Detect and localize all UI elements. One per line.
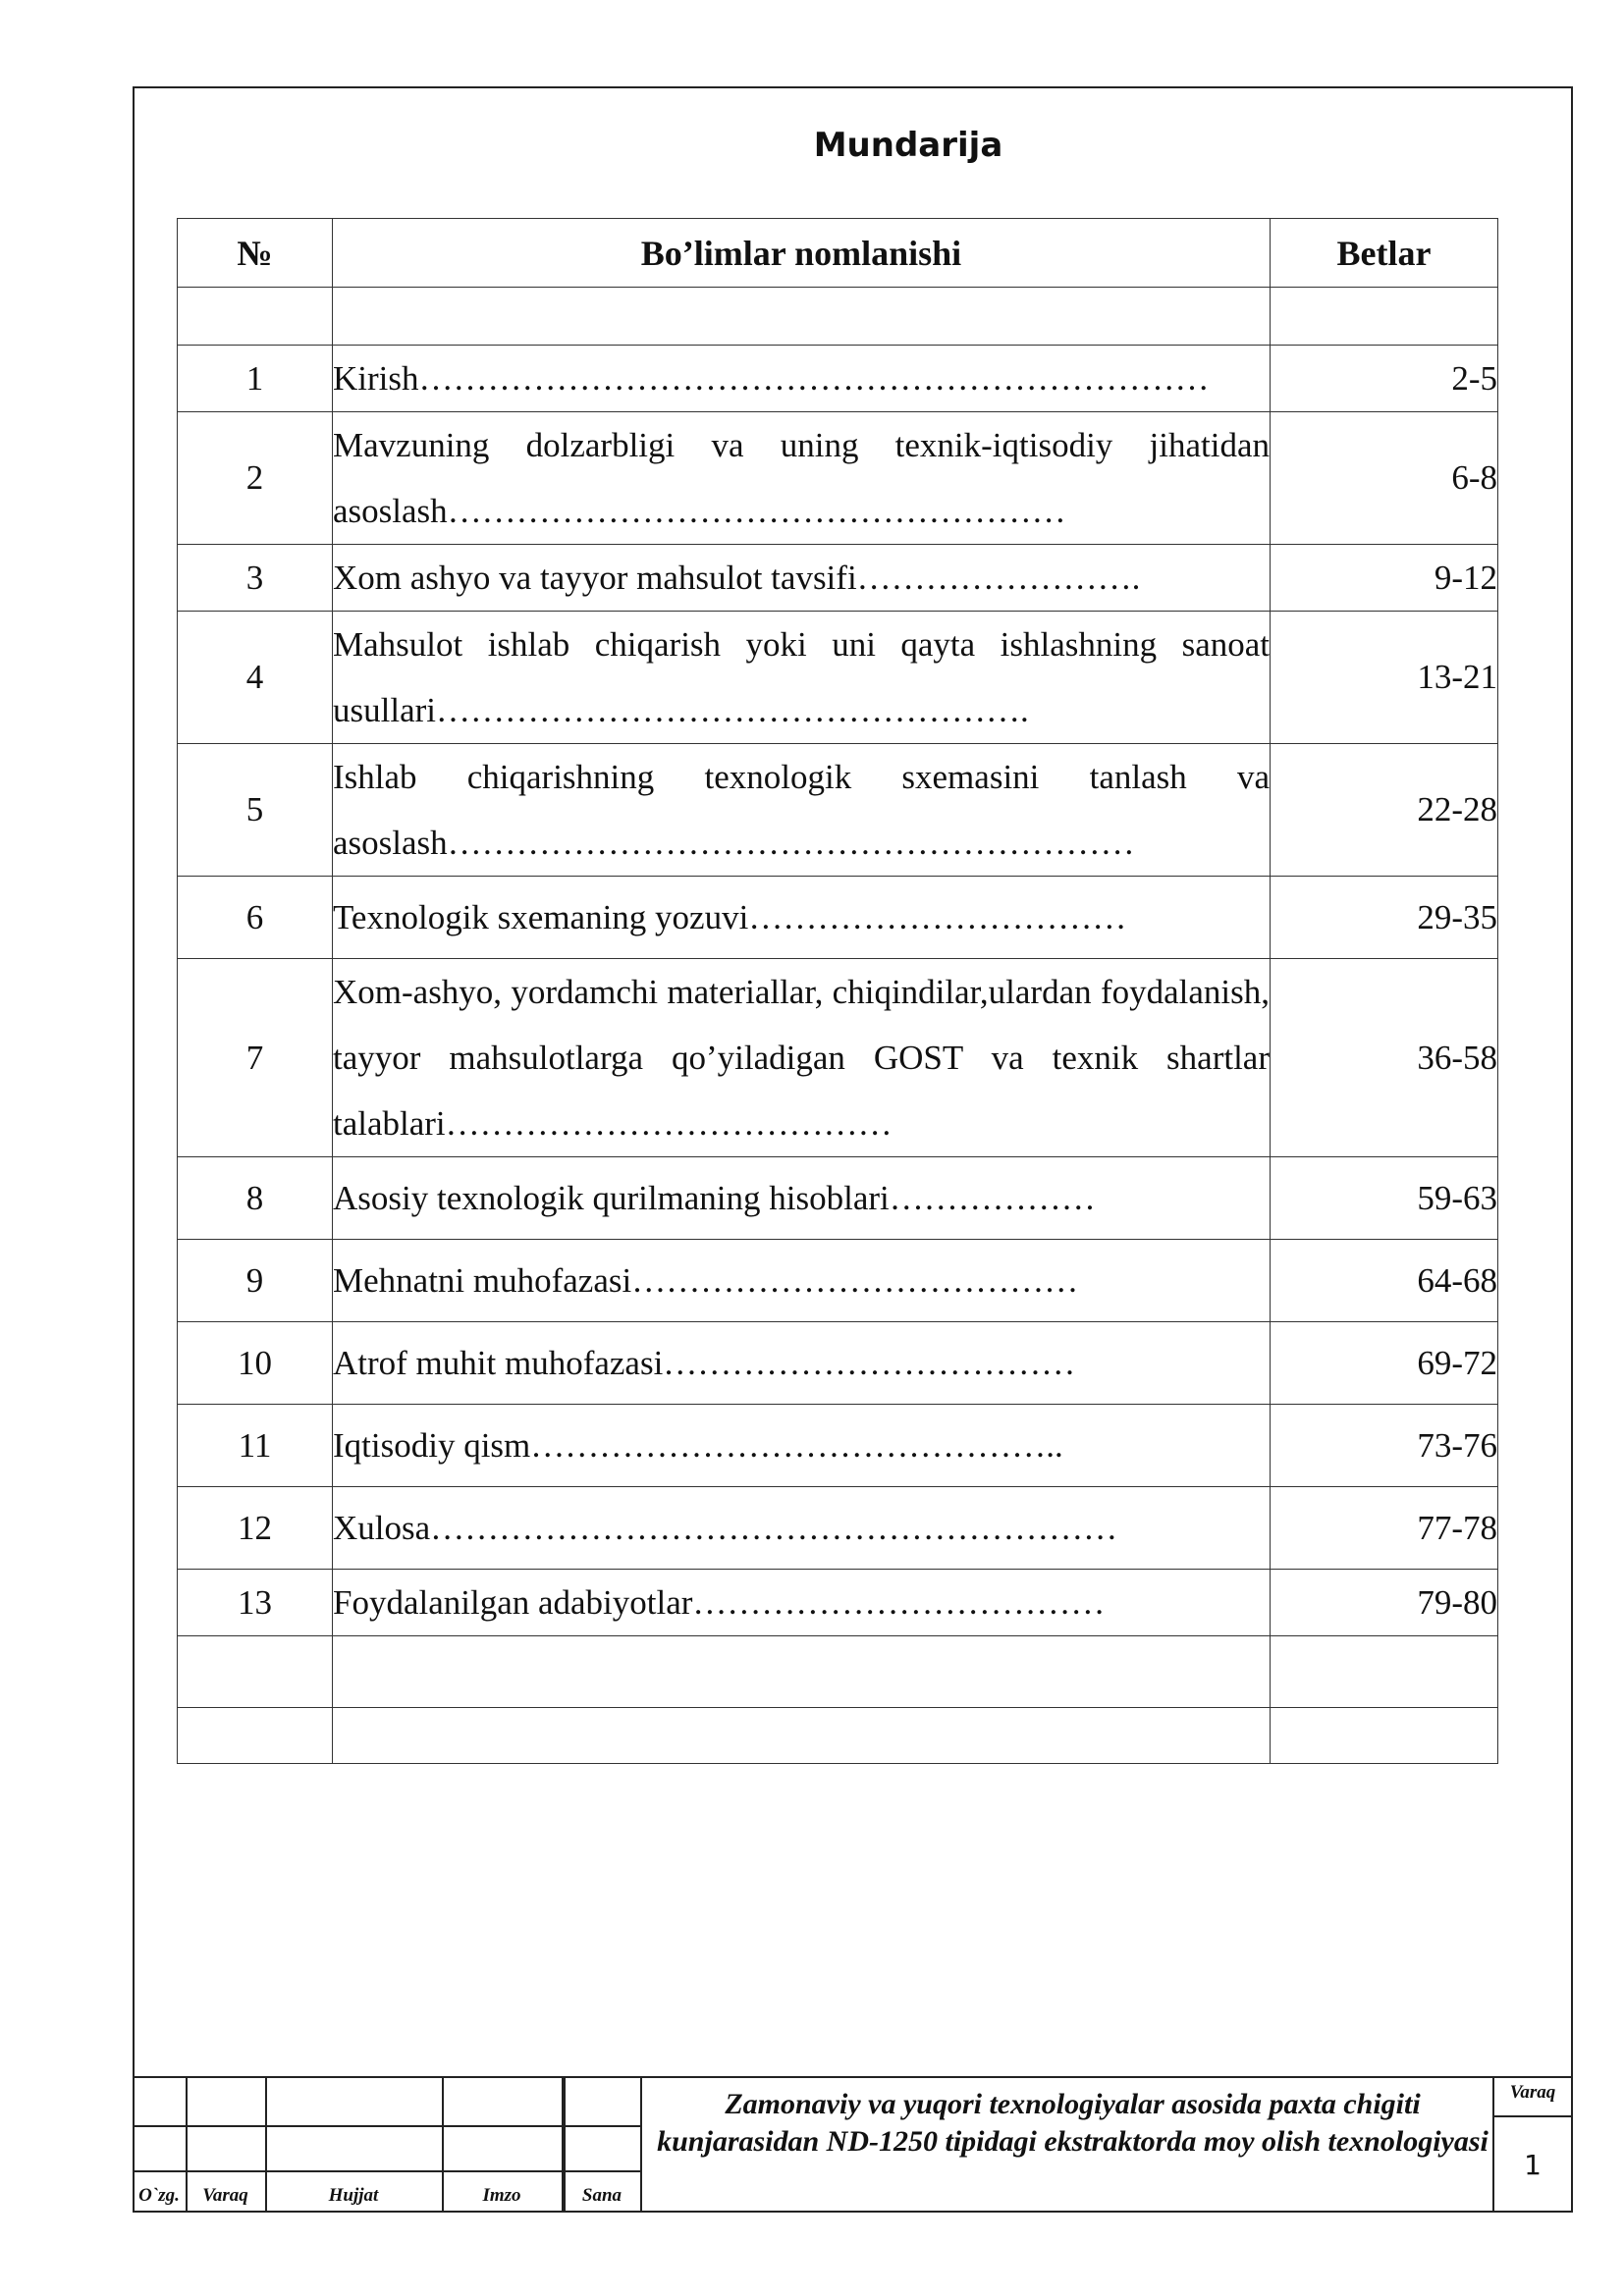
- row-number: 11: [178, 1405, 333, 1487]
- table-row: [178, 877, 1498, 959]
- page-range: 29-35: [1271, 877, 1498, 959]
- page-range: 6-8: [1271, 412, 1498, 545]
- section-name: Foydalanilgan adabiyotlar………………………………: [333, 1570, 1271, 1636]
- page-range: 36-58: [1271, 959, 1498, 1157]
- stamp-row-line: [133, 2170, 640, 2172]
- page-range: 64-68: [1271, 1240, 1498, 1322]
- page-range: 69-72: [1271, 1322, 1498, 1405]
- stamp-row-line: [1492, 2115, 1573, 2117]
- label-document: Hujjat: [328, 2185, 379, 2206]
- table-row: [178, 1157, 1498, 1240]
- label-signature: Imzo: [482, 2185, 521, 2206]
- page-range: 79-80: [1271, 1570, 1498, 1636]
- row-number: 2: [178, 412, 333, 545]
- row-number: 6: [178, 877, 333, 959]
- header-number: №: [178, 219, 333, 288]
- section-name: Atrof muhit muhofazasi………………………………: [333, 1322, 1271, 1405]
- section-name: Mavzuning dolzarbligi va uning texnik-iqtisodiy jihatidan asoslash………………………………………………: [333, 412, 1271, 545]
- stamp-row-line: [133, 2125, 640, 2127]
- project-title: Zamonaviy va yuqori texnologiyalar asosida paxta chigiti kunjarasidan ND-1250 tipidagi ekstraktorda moy olish texnologiyasi: [657, 2088, 1489, 2158]
- label-change: O`zg.: [138, 2185, 180, 2206]
- page-range: 2-5: [1271, 346, 1498, 412]
- section-name: Iqtisodiy qism………………………………………..: [333, 1405, 1271, 1487]
- row-number: 13: [178, 1570, 333, 1636]
- row-number: 4: [178, 612, 333, 744]
- row-number: 5: [178, 744, 333, 877]
- sheet-number: 1: [1524, 2149, 1542, 2181]
- label-date: Sana: [581, 2185, 623, 2206]
- page-range: 77-78: [1271, 1487, 1498, 1570]
- table-row: [178, 744, 1498, 877]
- table-row: [178, 1487, 1498, 1570]
- table-row: [178, 612, 1498, 744]
- section-name: Asosiy texnologik qurilmaning hisoblari………………: [333, 1157, 1271, 1240]
- empty-row: [178, 1708, 1498, 1764]
- section-name: Mahsulot ishlab chiqarish yoki uni qayta ishlashning sanoat usullari…………………………………………….: [333, 612, 1271, 744]
- table-header-row: [178, 219, 1498, 288]
- row-number: 3: [178, 545, 333, 612]
- section-name: Xom ashyo va tayyor mahsulot tavsifi…………………….: [333, 545, 1271, 612]
- stamp-divider: [640, 2078, 642, 2213]
- table-row: [178, 346, 1498, 412]
- empty-row: [178, 288, 1498, 346]
- page-range: 22-28: [1271, 744, 1498, 877]
- page-range: 9-12: [1271, 545, 1498, 612]
- row-number: 9: [178, 1240, 333, 1322]
- section-name: Mehnatni muhofazasi…………………………………: [333, 1240, 1271, 1322]
- contents-table: [177, 218, 1498, 1764]
- table-row: [178, 1322, 1498, 1405]
- page-title: Mundarija: [813, 126, 1003, 165]
- section-name: Kirish……………………………………………………………: [333, 346, 1271, 412]
- table-row: [178, 959, 1498, 1157]
- row-number: 8: [178, 1157, 333, 1240]
- sheet-label: Varaq: [1509, 2082, 1556, 2103]
- row-number: 12: [178, 1487, 333, 1570]
- section-name: Xulosa……………………………………………………: [333, 1487, 1271, 1570]
- table-row: [178, 1570, 1498, 1636]
- page-range: 73-76: [1271, 1405, 1498, 1487]
- header-pages: Betlar: [1271, 219, 1498, 288]
- title-block: [133, 2076, 1573, 2213]
- page-range: 13-21: [1271, 612, 1498, 744]
- section-name: Texnologik sxemaning yozuvi……………………………: [333, 877, 1271, 959]
- row-number: 10: [178, 1322, 333, 1405]
- header-section-name: Bo’limlar nomlanishi: [333, 219, 1271, 288]
- empty-row: [178, 1636, 1498, 1708]
- section-name: Ishlab chiqarishning texnologik sxemasini tanlash va asoslash……………………………………………………: [333, 744, 1271, 877]
- table-row: [178, 1240, 1498, 1322]
- table-row: [178, 545, 1498, 612]
- label-sheet: Varaq: [202, 2185, 248, 2206]
- row-number: 1: [178, 346, 333, 412]
- page-range: 59-63: [1271, 1157, 1498, 1240]
- table-row: [178, 412, 1498, 545]
- table-row: [178, 1405, 1498, 1487]
- row-number: 7: [178, 959, 333, 1157]
- section-name: Xom-ashyo, yordamchi materiallar, chiqindilar,ulardan foydalanish, tayyor mahsulotlarga qo’yiladigan GOST va texnik shartlar talablari…………………………………: [333, 959, 1271, 1157]
